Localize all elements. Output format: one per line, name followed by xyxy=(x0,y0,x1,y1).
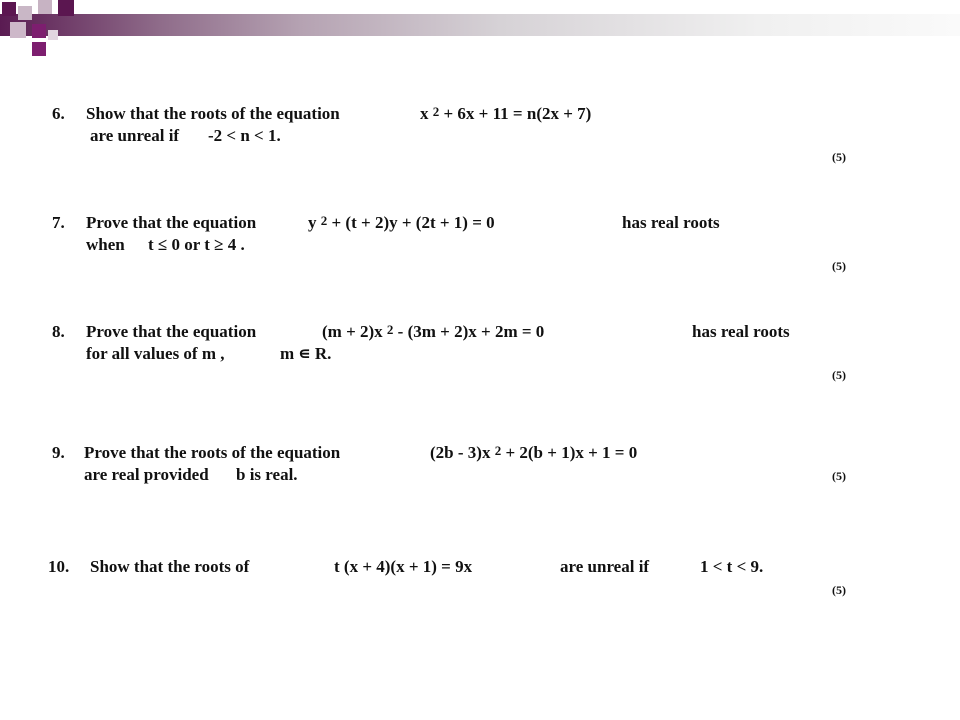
question-prompt: Show that the roots of xyxy=(90,557,250,576)
question-8 xyxy=(0,322,960,392)
decor-square xyxy=(18,6,32,20)
equation: (m + 2)x $^2$ - (3m + 2)x + 2m = 0 xyxy=(322,322,545,341)
question-prompt: Prove that the equation xyxy=(86,322,257,341)
condition: b is real. xyxy=(236,465,298,484)
exponent: 2 xyxy=(494,443,502,458)
condition: 1 < t < 9. xyxy=(700,557,764,576)
condition-label: for all values of m , xyxy=(86,344,225,363)
question-prompt: Show that the roots of the equation xyxy=(86,104,340,123)
marks-label: (5) xyxy=(832,469,846,483)
question-prompt: Prove that the roots of the equation xyxy=(84,443,341,462)
marks-label: (5) xyxy=(832,259,846,273)
equation: x $^2$ + 6x + 11 = n(2x + 7) xyxy=(420,104,592,123)
condition: -2 < n < 1. xyxy=(208,126,281,145)
decor-square xyxy=(10,22,26,38)
question-7 xyxy=(0,213,960,283)
question-number: 7. xyxy=(52,213,65,232)
question-number: 8. xyxy=(52,322,65,341)
question-number: 9. xyxy=(52,443,65,462)
exponent: 2 xyxy=(320,213,328,228)
decor-square xyxy=(32,42,46,56)
marks-label: (5) xyxy=(832,368,846,382)
trailing-text: has real roots xyxy=(622,213,720,232)
condition-label: when xyxy=(86,235,125,254)
condition: t ≤ 0 or t ≥ 4 . xyxy=(148,235,245,254)
equation: t (x + 4)(x + 1) = 9x xyxy=(334,557,473,576)
exponent: 2 xyxy=(432,104,440,119)
decor-square xyxy=(32,24,46,38)
trailing-text: has real roots xyxy=(692,322,790,341)
equation: (2b - 3)x $^2$ + 2(b + 1)x + 1 = 0 xyxy=(430,443,638,462)
question-10 xyxy=(0,557,960,627)
decor-square xyxy=(58,0,74,16)
condition-label: are real provided xyxy=(84,465,209,484)
decor-square xyxy=(2,2,16,16)
condition-label: are unreal if xyxy=(90,126,180,145)
decor-square xyxy=(38,0,52,14)
decor-square xyxy=(48,30,58,40)
question-number: 6. xyxy=(52,104,65,123)
question-number: 10. xyxy=(48,557,70,576)
exponent: 2 xyxy=(386,322,394,337)
question-9 xyxy=(0,443,960,513)
header-gradient-bar xyxy=(0,14,960,36)
marks-label: (5) xyxy=(832,150,846,164)
condition: m ∊ R. xyxy=(280,344,332,363)
marks-label: (5) xyxy=(832,583,846,597)
question-prompt: Prove that the equation xyxy=(86,213,257,232)
question-6 xyxy=(0,104,960,174)
trailing-text: are unreal if xyxy=(560,557,650,576)
equation: y $^2$ + (t + 2)y + (2t + 1) = 0 xyxy=(308,213,495,232)
